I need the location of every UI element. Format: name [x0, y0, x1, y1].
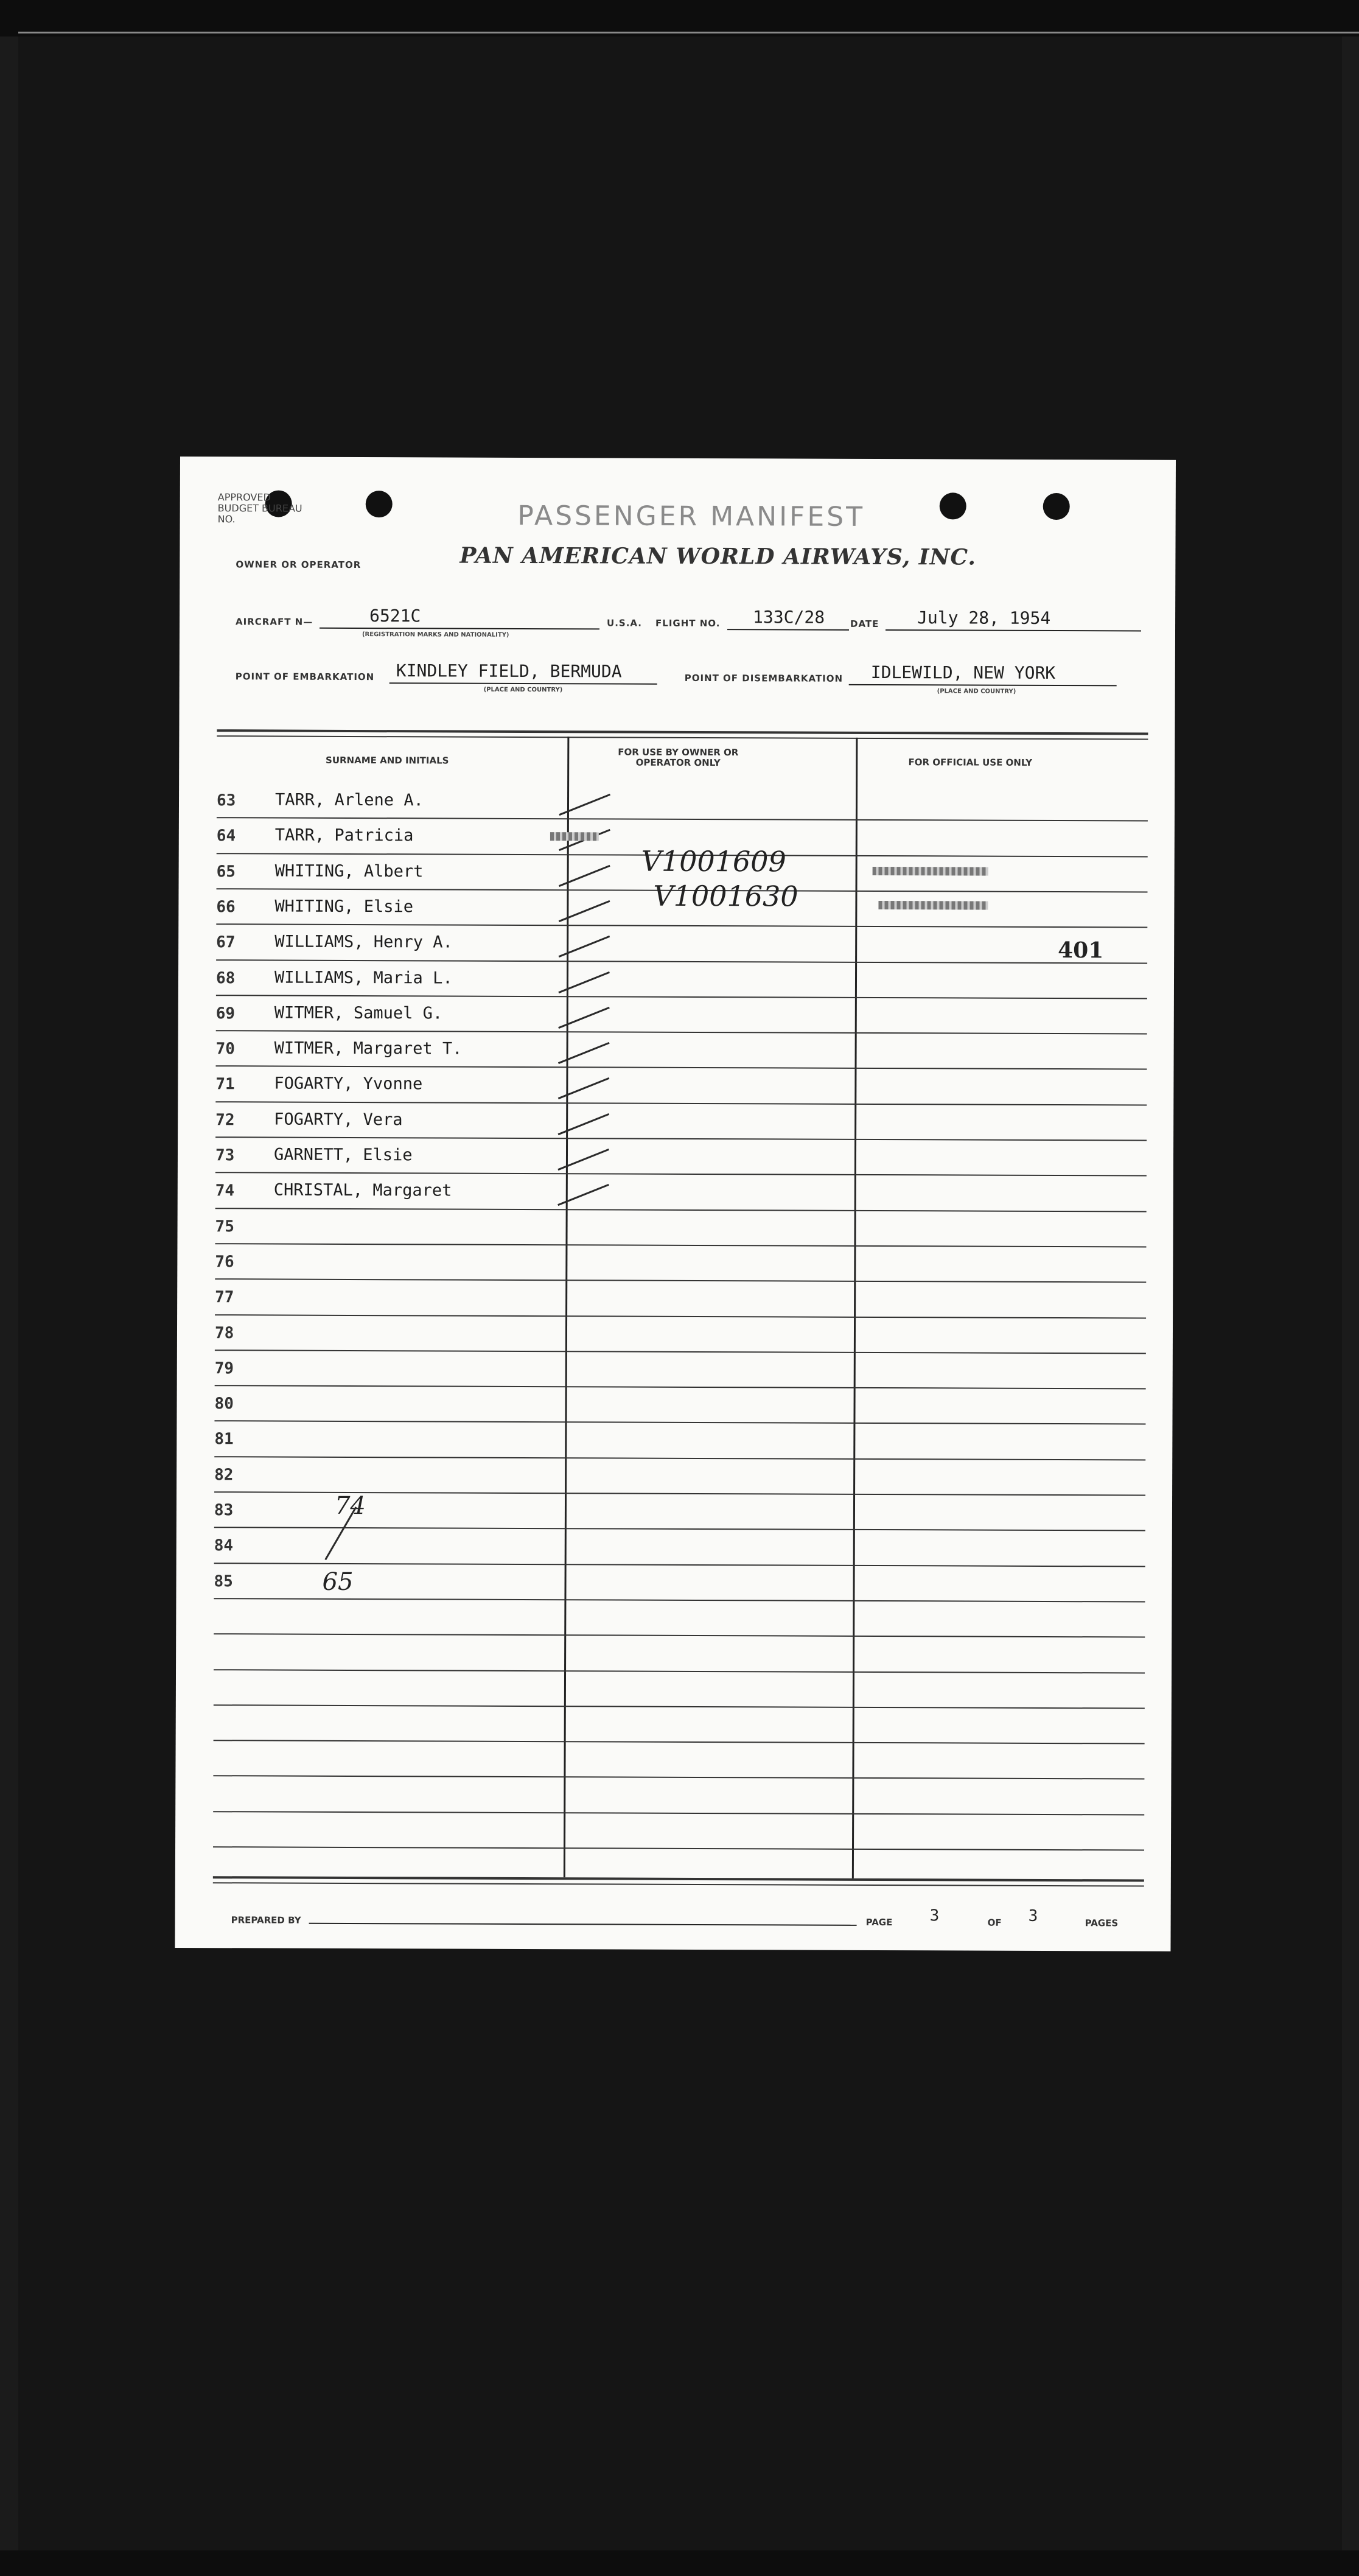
aircraft-line: [320, 628, 599, 630]
column-header-surname: SURNAME AND INITIALS: [326, 754, 449, 766]
row-number: 66: [216, 898, 236, 917]
owner-value: PAN AMERICAN WORLD AIRWAYS, INC.: [459, 542, 977, 570]
row-number: 69: [215, 1004, 236, 1023]
date-label: DATE: [850, 618, 879, 630]
punch-hole: [1043, 493, 1070, 520]
page-label: PAGE: [865, 1916, 893, 1928]
row-rule: [213, 1776, 1144, 1780]
passenger-name: WITMER, Margaret T.: [274, 1038, 463, 1059]
tally-top: 74: [334, 1491, 366, 1521]
row-number: 84: [214, 1536, 234, 1555]
visa-number-65: V1001609: [641, 844, 786, 878]
row-rule: [214, 1598, 1145, 1602]
row-rule: [213, 1846, 1144, 1850]
row-rule: [214, 1633, 1145, 1637]
passenger-name: TARR, Patricia: [274, 825, 414, 845]
approval-stamp: APPROVED BUDGET BUREAU NO.: [217, 491, 302, 525]
row-number: 65: [216, 862, 236, 881]
passenger-name: CHRISTAL, Margaret: [273, 1180, 452, 1200]
aircraft-label: AIRCRAFT N—: [236, 616, 313, 628]
row-rule: [215, 1385, 1146, 1389]
row-rule: [214, 1421, 1145, 1425]
row-number: 73: [215, 1146, 235, 1165]
row-rule: [215, 1208, 1147, 1212]
passenger-name: FOGARTY, Yvonne: [274, 1074, 423, 1094]
row-rule: [214, 1563, 1145, 1567]
row-number: 71: [215, 1075, 235, 1094]
scan-bottom-border: [0, 2550, 1359, 2576]
disembarkation-line: [849, 684, 1117, 687]
column-header-official-use: FOR OFFICIAL USE ONLY: [908, 757, 1032, 768]
row-number: 82: [214, 1465, 234, 1485]
flight-value: 133C/28: [753, 607, 825, 628]
visa-number-66: V1001630: [653, 879, 798, 913]
page-number: 3: [929, 1906, 940, 1925]
date-line: [886, 629, 1141, 631]
row-rule: [215, 1349, 1146, 1354]
row-number: 75: [215, 1217, 234, 1236]
row-rule: [215, 1278, 1146, 1283]
embarkation-note: (PLACE AND COUNTRY): [483, 686, 563, 694]
embarkation-label: POINT OF EMBARKATION: [235, 671, 375, 683]
row-number: 83: [214, 1501, 234, 1520]
row-rule: [216, 1066, 1147, 1070]
prepared-by-label: PREPARED BY: [231, 1914, 301, 1926]
row-number: 81: [214, 1430, 234, 1449]
row-rule: [215, 1136, 1147, 1141]
row-number: 63: [216, 791, 236, 810]
pages-label: PAGES: [1085, 1917, 1119, 1929]
page-title: PASSENGER MANIFEST: [517, 500, 865, 533]
table-bottom-rule: [213, 1876, 1144, 1881]
passenger-name: WITMER, Samuel G.: [274, 1003, 443, 1023]
row-rule: [216, 995, 1147, 999]
table-bottom-rule-thin: [213, 1882, 1144, 1886]
redaction-mark: [878, 901, 988, 910]
tally-bottom: 65: [322, 1567, 354, 1597]
embarkation-value: KINDLEY FIELD, BERMUDA: [396, 660, 622, 682]
punch-hole: [940, 492, 966, 519]
passenger-name: WHITING, Elsie: [274, 897, 414, 917]
row-number: 85: [214, 1572, 233, 1591]
row-rule: [215, 1172, 1147, 1177]
row-rule: [214, 1669, 1145, 1673]
total-pages: 3: [1028, 1906, 1038, 1925]
row-rule: [216, 959, 1147, 964]
row-number: 68: [215, 968, 236, 987]
aircraft-note: (REGISTRATION MARKS AND NATIONALITY): [362, 631, 509, 639]
passenger-name: FOGARTY, Vera: [274, 1110, 403, 1129]
passenger-name: WHITING, Albert: [274, 861, 424, 881]
passenger-name: TARR, Arlene A.: [274, 790, 424, 810]
manifest-page: [175, 457, 1176, 1951]
owner-label: OWNER OR OPERATOR: [236, 559, 362, 571]
row-number: 74: [215, 1181, 235, 1200]
row-number: 67: [216, 933, 236, 952]
date-value: July 28, 1954: [917, 607, 1051, 628]
passenger-name: WILLIAMS, Henry A.: [274, 932, 453, 952]
usa-label: U.S.A.: [607, 617, 643, 629]
row-number: 80: [214, 1395, 234, 1413]
row-rule: [217, 817, 1148, 822]
row-rule: [214, 1704, 1145, 1709]
row-rule: [216, 923, 1147, 928]
flight-label: FLIGHT NO.: [655, 617, 721, 629]
row-number: 72: [215, 1110, 235, 1130]
embarkation-line: [390, 682, 657, 685]
aircraft-value: 6521C: [369, 606, 421, 626]
row-number: 64: [216, 827, 236, 845]
punch-hole: [366, 491, 393, 517]
redaction-mark: [873, 867, 988, 876]
redaction-mark: [550, 832, 599, 841]
column-header-owner-use: FOR USE BY OWNER OR OPERATOR ONLY: [618, 746, 739, 769]
passenger-name: WILLIAMS, Maria L.: [274, 968, 453, 988]
row-rule: [215, 1314, 1146, 1318]
row-rule: [216, 1030, 1147, 1034]
row-number: 78: [214, 1323, 234, 1342]
row-rule: [213, 1811, 1144, 1815]
row-rule: [214, 1740, 1145, 1744]
disembarkation-value: IDLEWILD, NEW YORK: [870, 662, 1056, 684]
row-number: 77: [215, 1288, 234, 1307]
row-number: 76: [215, 1253, 234, 1272]
official-stamp-number: 401: [1058, 937, 1104, 964]
row-rule: [215, 1101, 1147, 1105]
row-rule: [215, 1243, 1146, 1247]
prepared-by-line: [309, 1923, 857, 1926]
of-label: OF: [987, 1917, 1002, 1928]
passenger-name: GARNETT, Elsie: [273, 1145, 413, 1165]
scan-top-border: [0, 0, 1359, 37]
disembarkation-label: POINT OF DISEMBARKATION: [684, 672, 844, 684]
row-number: 70: [215, 1040, 235, 1059]
row-number: 79: [214, 1359, 234, 1378]
disembarkation-note: (PLACE AND COUNTRY): [937, 688, 1016, 695]
flight-line: [727, 629, 849, 631]
table-top-rule: [217, 729, 1148, 735]
row-rule: [214, 1456, 1145, 1460]
row-rule: [214, 1527, 1145, 1531]
table-top-rule-thin: [217, 735, 1148, 740]
